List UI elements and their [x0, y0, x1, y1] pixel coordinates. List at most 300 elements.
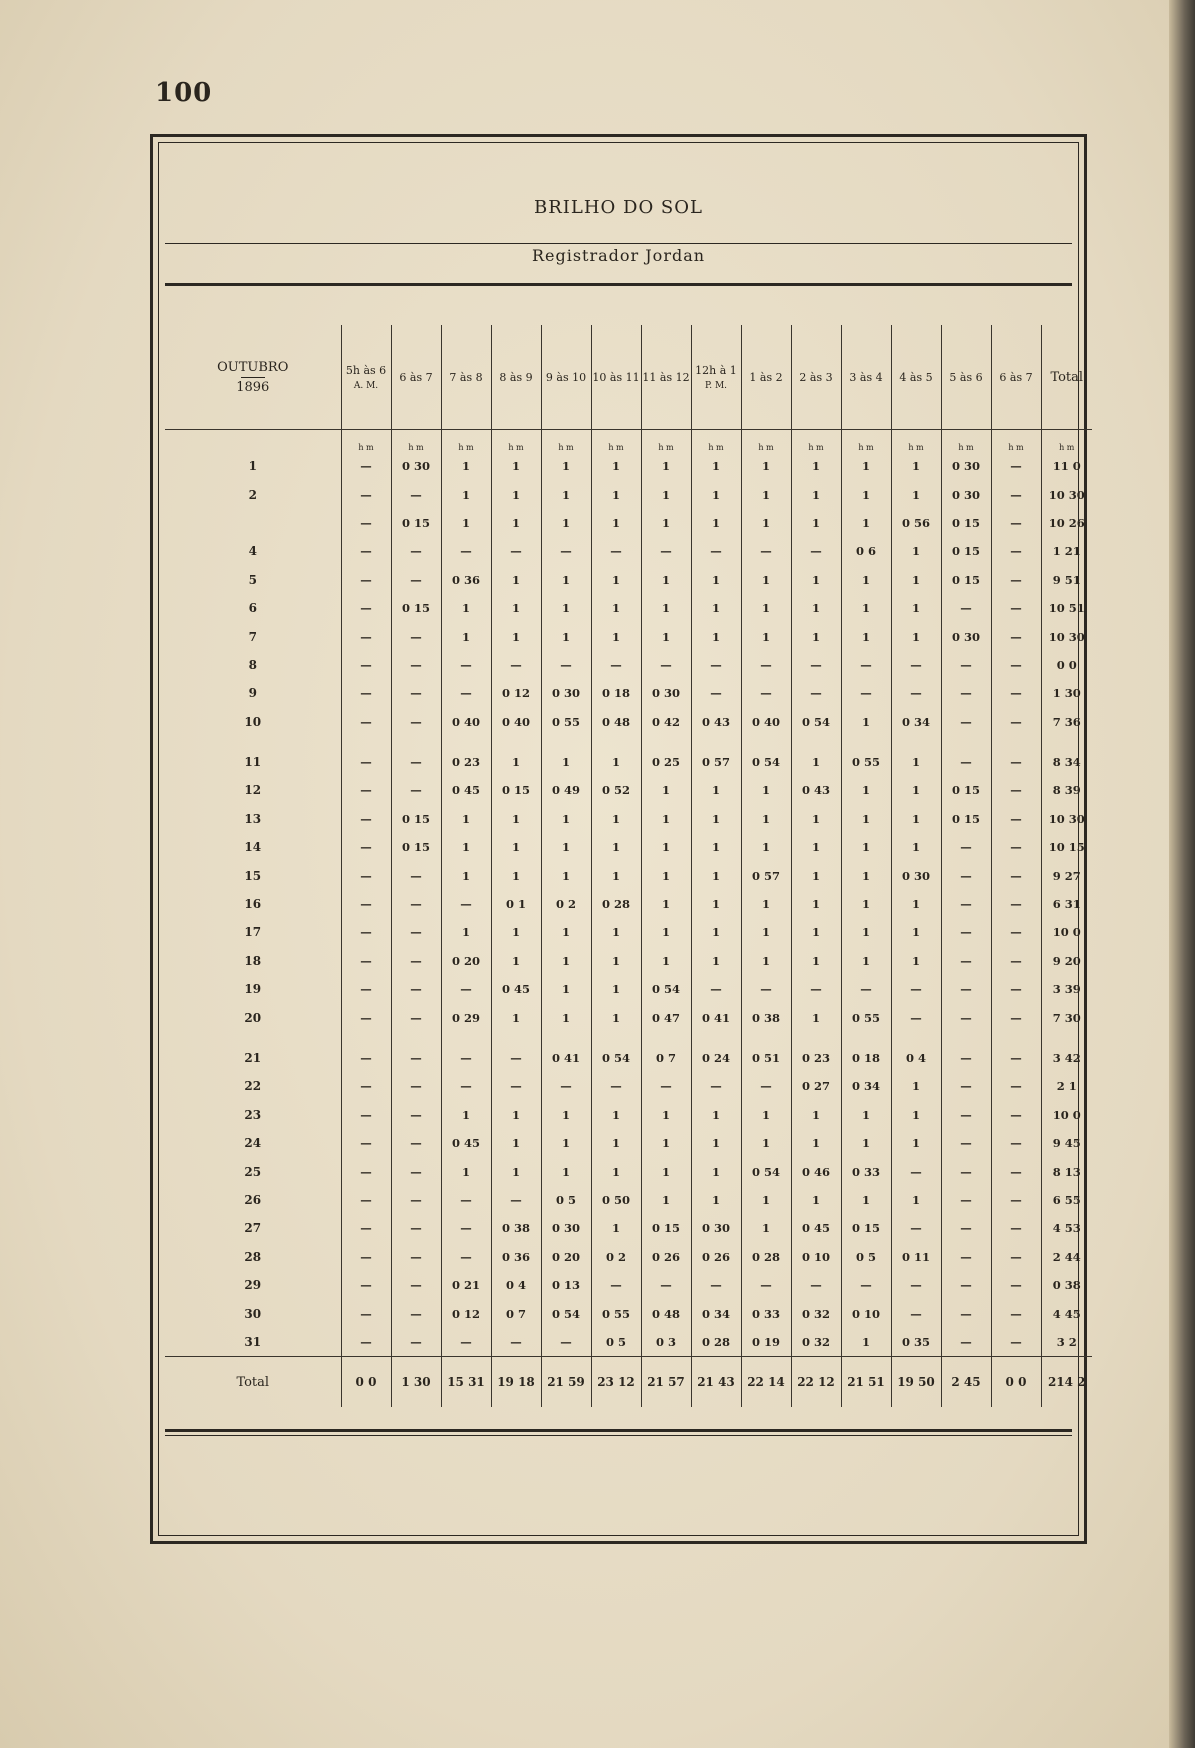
day-cell: 31 [244, 1334, 262, 1349]
hour-value-cell: 1 [741, 947, 791, 975]
hour-value-cell: 0 15 [941, 776, 991, 804]
table-row [165, 890, 1092, 918]
column-total-cell: 19 18 [491, 1357, 541, 1408]
hour-value-cell: 1 [891, 947, 941, 975]
hour-value-cell: 1 [891, 1129, 941, 1157]
hour-value-cell: — [341, 537, 391, 565]
hour-value-cell: — [891, 1003, 941, 1031]
hour-value-cell: 1 [641, 452, 691, 480]
hour-value-cell: — [341, 975, 391, 1003]
table-row [165, 918, 1092, 946]
hour-value-cell: 0 12 [441, 1299, 491, 1327]
hour-value-cell: 1 [491, 622, 541, 650]
hour-value-cell: 0 2 [591, 1243, 641, 1271]
hour-value-cell: — [991, 1072, 1041, 1100]
hour-value-cell: 0 5 [841, 1243, 891, 1271]
column-total-cell: 15 31 [441, 1357, 491, 1408]
day-cell: 26 [244, 1192, 262, 1207]
hour-value-cell: 1 [541, 975, 591, 1003]
hour-value-cell: 1 [691, 509, 741, 537]
hour-value-cell: — [991, 1328, 1041, 1357]
hour-value-cell: 1 [641, 509, 691, 537]
day-cell: 21 [244, 1051, 262, 1065]
hour-value-cell: 1 [641, 890, 691, 918]
hour-value-cell: 0 34 [691, 1299, 741, 1327]
hour-value-cell: — [341, 1032, 391, 1072]
hour-value-cell: 0 45 [491, 975, 541, 1003]
row-total-cell: 3 42 [1041, 1032, 1092, 1072]
hour-value-cell: — [391, 975, 441, 1003]
hour-value-cell: — [941, 1271, 991, 1299]
hour-value-cell: — [791, 679, 841, 707]
hour-value-cell: 0 7 [491, 1299, 541, 1327]
units-cell: h m [541, 430, 591, 453]
hour-value-cell: 0 24 [691, 1032, 741, 1072]
hour-value-cell: — [941, 651, 991, 679]
hour-value-cell: 1 [891, 890, 941, 918]
hour-value-cell: 0 32 [791, 1299, 841, 1327]
day-cell: 11 [244, 755, 262, 770]
hour-column-header [791, 325, 841, 430]
hour-value-cell: — [341, 594, 391, 622]
hour-value-cell: 0 33 [741, 1299, 791, 1327]
hour-value-cell: 0 12 [491, 679, 541, 707]
table-row [165, 1186, 1092, 1214]
hour-value-cell: — [591, 1072, 641, 1100]
hour-value-cell: — [991, 1214, 1041, 1242]
hour-value-cell: — [991, 1003, 1041, 1031]
hour-value-cell: 1 [541, 1129, 591, 1157]
hour-value-cell: 0 28 [691, 1328, 741, 1357]
hour-value-cell: 0 35 [891, 1328, 941, 1357]
footer-divider [165, 1429, 1072, 1432]
hour-value-cell: — [741, 975, 791, 1003]
hour-value-cell: — [391, 947, 441, 975]
hour-value-cell: — [541, 1328, 591, 1357]
row-total-cell: 11 0 [1041, 452, 1092, 480]
day-cell: 4 [248, 544, 257, 559]
hour-value-cell: — [991, 594, 1041, 622]
hour-value-cell: 1 [891, 1101, 941, 1129]
column-total-cell: 2 45 [941, 1357, 991, 1408]
day-cell: 22 [244, 1079, 262, 1094]
hour-value-cell: 0 15 [941, 509, 991, 537]
hour-value-cell: — [791, 651, 841, 679]
hour-column-header [741, 325, 791, 430]
hour-value-cell: — [991, 833, 1041, 861]
hour-value-cell: 0 20 [541, 1243, 591, 1271]
hour-value-cell: — [991, 679, 1041, 707]
hour-value-cell: 1 [791, 890, 841, 918]
hour-value-cell: 0 54 [641, 975, 691, 1003]
units-cell: h m [791, 430, 841, 453]
table-row [165, 537, 1092, 565]
hour-value-cell: 0 36 [491, 1243, 541, 1271]
hour-value-cell: 1 [691, 566, 741, 594]
row-total-cell: 3 2 [1041, 1328, 1092, 1357]
table-row [165, 861, 1092, 889]
hour-value-cell: 1 [641, 1157, 691, 1185]
hour-value-cell: 1 [791, 1101, 841, 1129]
hour-value-cell: — [691, 1271, 741, 1299]
hour-value-cell: 0 26 [691, 1243, 741, 1271]
hour-value-cell: 1 [491, 805, 541, 833]
table-row [165, 975, 1092, 1003]
hour-value-cell: 0 29 [441, 1003, 491, 1031]
hour-value-cell: 0 15 [941, 805, 991, 833]
hour-value-cell: — [991, 1243, 1041, 1271]
hour-value-cell: 0 50 [591, 1186, 641, 1214]
hour-value-cell: 0 15 [391, 805, 441, 833]
hour-value-cell: 0 38 [491, 1214, 541, 1242]
hour-value-cell: 0 55 [541, 708, 591, 736]
hour-value-cell: — [891, 1157, 941, 1185]
hour-value-cell: 0 1 [491, 890, 541, 918]
hour-value-cell: 1 [641, 1129, 691, 1157]
hour-value-cell: — [991, 1157, 1041, 1185]
column-total-cell: 22 14 [741, 1357, 791, 1408]
hour-value-cell: — [441, 1032, 491, 1072]
hour-value-cell: — [391, 918, 441, 946]
row-total-cell: 0 38 [1041, 1271, 1092, 1299]
hour-value-cell: — [391, 1003, 441, 1031]
hour-value-cell: — [341, 1186, 391, 1214]
day-cell: 18 [244, 953, 262, 968]
hour-value-cell: 0 30 [541, 679, 591, 707]
hour-value-cell: — [391, 1328, 441, 1357]
hour-value-cell: — [941, 1243, 991, 1271]
hour-column-header [441, 325, 491, 430]
hour-value-cell: — [491, 1072, 541, 1100]
hour-value-cell: 0 7 [641, 1032, 691, 1072]
hour-value-cell: 1 [841, 1328, 891, 1357]
units-cell: h m [391, 430, 441, 453]
hour-value-cell: — [991, 947, 1041, 975]
hour-value-cell: — [391, 1299, 441, 1327]
hour-value-cell: — [341, 947, 391, 975]
column-total-cell: 21 43 [691, 1357, 741, 1408]
row-total-cell: 9 20 [1041, 947, 1092, 975]
hour-value-cell: — [991, 861, 1041, 889]
units-cell: h m [941, 430, 991, 453]
hour-value-cell: — [341, 1271, 391, 1299]
row-total-cell: 4 45 [1041, 1299, 1092, 1327]
table-row [165, 1271, 1092, 1299]
hour-value-cell: — [891, 975, 941, 1003]
table-row [165, 651, 1092, 679]
hour-value-cell: 1 [541, 1157, 591, 1185]
hour-value-cell: 1 [441, 509, 491, 537]
hour-value-cell: 1 [891, 736, 941, 776]
table-row [165, 1214, 1092, 1242]
hour-value-cell: 1 [791, 861, 841, 889]
hour-value-cell: 1 [641, 622, 691, 650]
hour-value-cell: — [391, 1243, 441, 1271]
hour-value-cell: — [641, 651, 691, 679]
row-total-cell: 7 30 [1041, 1003, 1092, 1031]
table-body [165, 430, 1092, 1408]
hour-value-cell: — [941, 1129, 991, 1157]
hour-value-cell: 0 15 [941, 566, 991, 594]
hour-value-cell: — [391, 736, 441, 776]
hour-value-cell: 1 [791, 480, 841, 508]
hour-value-cell: 1 [891, 1072, 941, 1100]
hour-value-cell: — [341, 736, 391, 776]
units-cell: h m [841, 430, 891, 453]
units-cell: h m [591, 430, 641, 453]
day-cell: 1 [248, 459, 257, 474]
row-total-cell: 2 44 [1041, 1243, 1092, 1271]
hour-value-cell: — [891, 1271, 941, 1299]
hour-value-cell: — [791, 975, 841, 1003]
hour-value-cell: — [691, 651, 741, 679]
hour-value-cell: 1 [741, 776, 791, 804]
hour-column-header [541, 325, 591, 430]
day-cell: 19 [244, 982, 262, 997]
hour-value-cell: 1 [541, 947, 591, 975]
hour-value-cell: — [991, 651, 1041, 679]
hour-value-cell: 0 15 [641, 1214, 691, 1242]
hour-value-cell: 1 [691, 1101, 741, 1129]
hour-value-cell: — [441, 1243, 491, 1271]
hour-value-cell: — [391, 1072, 441, 1100]
hour-column-label: 4 às 5 [899, 370, 933, 384]
hour-column-label: 7 às 8 [449, 370, 483, 384]
hour-value-cell: 1 [841, 1186, 891, 1214]
hour-value-cell: 0 33 [841, 1157, 891, 1185]
row-total-cell: 10 30 [1041, 480, 1092, 508]
hour-value-cell: 1 [691, 861, 741, 889]
hour-column-label: 10 às 11 [592, 370, 640, 384]
hour-value-cell: — [941, 975, 991, 1003]
totals-label: Total [165, 1357, 341, 1408]
hour-value-cell: 1 [641, 805, 691, 833]
hour-value-cell: — [941, 1328, 991, 1357]
hour-value-cell: — [491, 1328, 541, 1357]
row-total-cell: 3 39 [1041, 975, 1092, 1003]
hour-value-cell: — [691, 679, 741, 707]
hour-value-cell: — [491, 1186, 541, 1214]
hour-value-cell: — [991, 736, 1041, 776]
day-cell: 20 [244, 1010, 262, 1025]
hour-value-cell: 0 6 [841, 537, 891, 565]
hour-value-cell: 1 [841, 833, 891, 861]
hour-value-cell: 0 30 [641, 679, 691, 707]
hour-value-cell: 1 [891, 1186, 941, 1214]
hour-value-cell: 1 [591, 480, 641, 508]
column-total-cell: 0 0 [341, 1357, 391, 1408]
hour-value-cell: — [941, 1101, 991, 1129]
hour-value-cell: — [391, 861, 441, 889]
hour-value-cell: — [991, 1032, 1041, 1072]
hour-value-cell: 1 [441, 861, 491, 889]
hour-value-cell: — [941, 1186, 991, 1214]
units-cell-blank [165, 430, 341, 453]
hour-value-cell: 0 30 [541, 1214, 591, 1242]
hour-value-cell: — [341, 452, 391, 480]
hour-value-cell: 1 [691, 622, 741, 650]
hour-value-cell: 1 [841, 622, 891, 650]
hour-value-cell: 1 [841, 594, 891, 622]
hour-value-cell: — [341, 1214, 391, 1242]
table-row [165, 1072, 1092, 1100]
hour-column-header [841, 325, 891, 430]
total-column-header [1041, 325, 1092, 430]
hour-value-cell: 0 2 [541, 890, 591, 918]
hour-value-cell: 1 [491, 736, 541, 776]
hour-value-cell: 0 41 [541, 1032, 591, 1072]
hour-value-cell: 1 [691, 890, 741, 918]
hour-value-cell: — [341, 1129, 391, 1157]
hour-value-cell: 1 [841, 890, 891, 918]
hour-column-meridiem: A. M. [353, 380, 379, 391]
hour-value-cell: — [391, 480, 441, 508]
hour-value-cell: 0 15 [391, 594, 441, 622]
table-row [165, 622, 1092, 650]
hour-value-cell: — [341, 890, 391, 918]
hour-value-cell: 1 [591, 736, 641, 776]
total-column-label: Total [1050, 369, 1084, 385]
row-total-cell: 6 55 [1041, 1186, 1092, 1214]
hour-value-cell: 0 18 [841, 1032, 891, 1072]
day-cell: 30 [244, 1306, 262, 1321]
hour-value-cell: 0 32 [791, 1328, 841, 1357]
hour-value-cell: 1 [791, 509, 841, 537]
hour-value-cell: — [941, 1214, 991, 1242]
hour-value-cell: 1 [791, 622, 841, 650]
hour-value-cell: — [741, 651, 791, 679]
hour-value-cell: — [391, 890, 441, 918]
hour-value-cell: 0 30 [391, 452, 441, 480]
hour-value-cell: — [991, 1299, 1041, 1327]
day-cell: 9 [248, 686, 257, 701]
hour-value-cell: 1 [691, 776, 741, 804]
hour-value-cell: 0 10 [791, 1243, 841, 1271]
hour-column-label: 3 às 4 [849, 370, 883, 384]
hour-value-cell: 1 [441, 805, 491, 833]
row-total-cell: 10 15 [1041, 833, 1092, 861]
hour-value-cell: 1 [541, 594, 591, 622]
hour-value-cell: — [791, 1271, 841, 1299]
row-total-cell: 10 0 [1041, 1101, 1092, 1129]
hour-column-header [641, 325, 691, 430]
year-label: 1896 [236, 379, 270, 395]
hour-value-cell: — [941, 918, 991, 946]
hour-value-cell: 1 [691, 918, 741, 946]
hour-value-cell: — [341, 480, 391, 508]
table-header-row [165, 325, 1092, 430]
hour-value-cell: 0 56 [891, 509, 941, 537]
table-row [165, 452, 1092, 480]
hour-value-cell: 1 [791, 805, 841, 833]
hour-value-cell: — [441, 1328, 491, 1357]
day-cell: 12 [244, 783, 262, 798]
hour-value-cell: 1 [891, 480, 941, 508]
hour-value-cell: 0 5 [541, 1186, 591, 1214]
hour-value-cell: — [341, 918, 391, 946]
hour-value-cell: 0 49 [541, 776, 591, 804]
hour-value-cell: — [991, 1129, 1041, 1157]
hour-value-cell: — [991, 566, 1041, 594]
hour-value-cell: — [941, 1032, 991, 1072]
units-cell: h m [641, 430, 691, 453]
hour-value-cell: 1 [491, 594, 541, 622]
hour-value-cell: 1 [741, 1101, 791, 1129]
hour-value-cell: — [991, 918, 1041, 946]
hour-column-label: 6 às 7 [999, 370, 1033, 384]
hour-column-meridiem: P. M. [704, 380, 728, 391]
hour-value-cell: 1 [791, 736, 841, 776]
hour-value-cell: 1 [841, 947, 891, 975]
column-total-cell: 19 50 [891, 1357, 941, 1408]
hour-value-cell: — [441, 679, 491, 707]
row-total-cell: 10 51 [1041, 594, 1092, 622]
hour-value-cell: 0 40 [741, 708, 791, 736]
hour-value-cell: 1 [491, 452, 541, 480]
hour-value-cell: 1 [691, 833, 741, 861]
hour-value-cell: 1 [841, 1101, 891, 1129]
hour-value-cell: 1 [591, 452, 641, 480]
hour-value-cell: — [991, 890, 1041, 918]
hour-value-cell: 1 [791, 833, 841, 861]
hour-value-cell: 1 [591, 805, 641, 833]
hour-value-cell: 0 40 [441, 708, 491, 736]
hour-column-label: 6 às 7 [399, 370, 433, 384]
hour-value-cell: 0 18 [591, 679, 641, 707]
table-frame-inner [158, 142, 1086, 1536]
row-total-cell: 2 1 [1041, 1072, 1092, 1100]
hour-value-cell: 1 [491, 509, 541, 537]
hour-value-cell: 1 [841, 708, 891, 736]
hour-value-cell: 1 [741, 833, 791, 861]
hour-value-cell: 1 [541, 861, 591, 889]
table-subtitle: Registrador Jordan [531, 246, 706, 265]
hour-value-cell: — [991, 480, 1041, 508]
hour-value-cell: 0 30 [891, 861, 941, 889]
row-total-cell: 10 0 [1041, 918, 1092, 946]
hour-value-cell: 1 [691, 594, 741, 622]
hour-column-label: 11 às 12 [642, 370, 690, 384]
hour-value-cell: — [391, 776, 441, 804]
hour-column-header [591, 325, 641, 430]
table-row [165, 594, 1092, 622]
hour-value-cell: 1 [441, 480, 491, 508]
hour-value-cell: 1 [891, 537, 941, 565]
title-divider [165, 243, 1072, 244]
hour-value-cell: 1 [491, 918, 541, 946]
hour-column-label: 5 às 6 [949, 370, 983, 384]
hour-value-cell: 1 [491, 833, 541, 861]
hour-value-cell: — [991, 975, 1041, 1003]
hour-value-cell: 0 20 [441, 947, 491, 975]
hour-value-cell: — [391, 566, 441, 594]
hour-value-cell: — [641, 537, 691, 565]
hour-value-cell: 0 55 [841, 736, 891, 776]
hour-value-cell: — [391, 708, 441, 736]
hour-value-cell: — [991, 452, 1041, 480]
hour-value-cell: — [991, 1186, 1041, 1214]
hour-value-cell: — [991, 708, 1041, 736]
hour-value-cell: 1 [591, 1157, 641, 1185]
hour-value-cell: — [491, 1032, 541, 1072]
hour-value-cell: — [441, 975, 491, 1003]
hour-value-cell: 0 45 [441, 1129, 491, 1157]
hour-value-cell: — [691, 537, 741, 565]
table-row [165, 708, 1092, 736]
hour-value-cell: 1 [541, 805, 591, 833]
table-row [165, 1328, 1092, 1357]
hour-value-cell: — [891, 1214, 941, 1242]
